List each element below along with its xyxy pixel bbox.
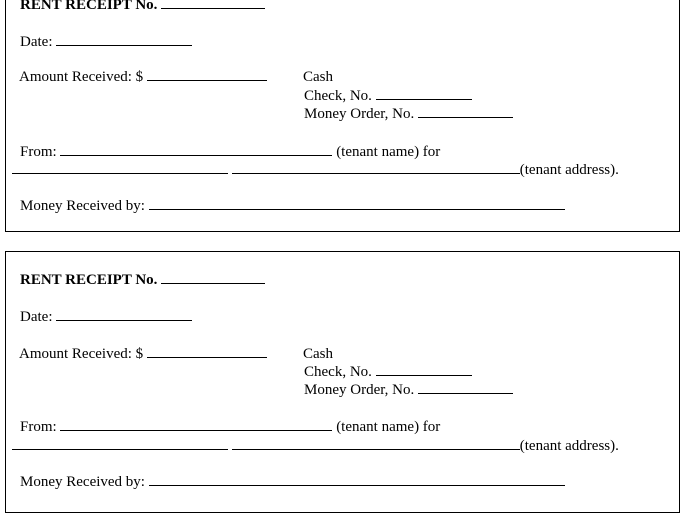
receipt-title: RENT RECEIPT No. [20,272,158,288]
amount-field[interactable] [147,68,267,81]
money-order-label: Money Order, No. [304,106,415,122]
tenant-name-field[interactable] [60,143,332,156]
received-by-row [20,197,565,215]
tenant-name-field[interactable] [60,418,332,431]
received-by-field[interactable] [149,197,565,210]
tenant-address-field-2[interactable] [232,161,520,174]
receipt-title-row [20,271,265,289]
received-by-label: Money Received by: [20,198,145,214]
cash-label: Cash [303,346,333,362]
amount-row [19,345,267,363]
check-row [304,363,472,381]
tenant-address-field-1[interactable] [12,161,228,174]
cash-option [303,345,333,363]
check-label: Check, No. [304,364,372,380]
amount-label: Amount Received: $ [19,346,144,362]
from-row [20,143,440,161]
tenant-address-field-2[interactable] [232,437,520,450]
date-label: Date: [20,34,53,50]
date-label: Date: [20,309,53,325]
tenant-address-field-1[interactable] [12,437,228,450]
tenant-address-suffix: (tenant address). [519,438,619,454]
amount-row [19,68,267,86]
rent-receipt-1 [5,0,680,232]
date-row [20,308,192,326]
rent-receipt-2 [5,251,680,513]
receipt-title-row [20,0,265,14]
receipt-title: RENT RECEIPT No. [20,0,158,13]
check-number-field[interactable] [376,87,472,100]
receipt-number-field[interactable] [161,271,265,284]
address-row [12,161,619,179]
cash-label: Cash [303,69,333,85]
tenant-name-suffix: (tenant name) for [336,144,441,160]
from-label: From: [20,144,57,160]
amount-label: Amount Received: $ [19,69,144,85]
from-label: From: [20,419,57,435]
date-field[interactable] [56,33,192,46]
from-row [20,418,440,436]
tenant-name-suffix: (tenant name) for [336,419,441,435]
check-number-field[interactable] [376,363,472,376]
money-order-number-field[interactable] [418,105,513,118]
money-order-label: Money Order, No. [304,382,415,398]
money-order-row [304,105,513,123]
tenant-address-suffix: (tenant address). [519,162,619,178]
money-order-number-field[interactable] [418,381,513,394]
check-row [304,87,472,105]
received-by-label: Money Received by: [20,474,145,490]
amount-field[interactable] [147,345,267,358]
money-order-row [304,381,513,399]
received-by-row [20,473,565,491]
address-row [12,437,619,455]
date-row [20,33,192,51]
cash-option [303,68,333,86]
check-label: Check, No. [304,88,372,104]
receipt-number-field[interactable] [161,0,265,9]
date-field[interactable] [56,308,192,321]
